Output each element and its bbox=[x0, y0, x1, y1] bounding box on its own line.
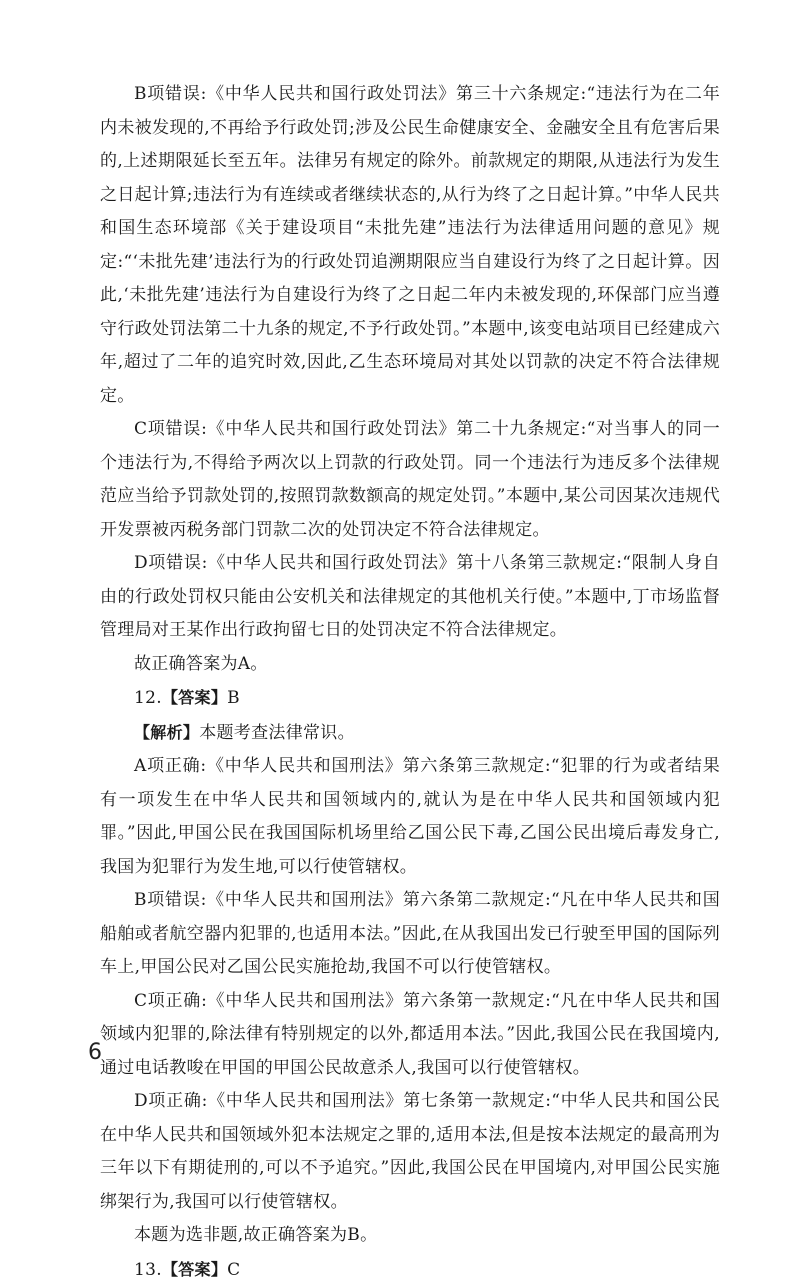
analysis-label: 【解析】 bbox=[134, 723, 199, 742]
question-number: 12. bbox=[134, 688, 162, 708]
answer-label: 【答案】 bbox=[162, 688, 227, 707]
analysis-text: 本题考查法律常识。 bbox=[199, 723, 355, 743]
paragraph-c-option: C项正确:《中华人民共和国刑法》第六条第一款规定:“凡在中华人民共和国领域内犯罪的,除法律有特别规定的以外,都适用本法。”因此,我国公民在我国境内,通过电话教唆在甲国的甲国公民故意杀人,我国可以行使管辖权。 bbox=[100, 985, 720, 1086]
answer-conclusion-12: 本题为选非题,故正确答案为B。 bbox=[100, 1219, 720, 1253]
paragraph-b-option: B项错误:《中华人民共和国刑法》第六条第二款规定:“凡在中华人民共和国船舶或者航空器内犯罪的,也适用本法。”因此,在从我国出发已行驶至甲国的国际列车上,甲国公民对乙国公民实施抢劫,我国不可以行使管辖权。 bbox=[100, 884, 720, 985]
page-number: 6 bbox=[88, 1040, 102, 1065]
paragraph-d-option: D项正确:《中华人民共和国刑法》第七条第一款规定:“中华人民共和国公民在中华人民共和国领域外犯本法规定之罪的,适用本法,但是按本法规定的最高刑为三年以下有期徒刑的,可以不予追究。”因此,我国公民在甲国境内,对甲国公民实施绑架行为,我国可以行使管辖权。 bbox=[100, 1085, 720, 1219]
paragraph-a-option: A项正确:《中华人民共和国刑法》第六条第三款规定:“犯罪的行为或者结果有一项发生在中华人民共和国领域内的,就认为是在中华人民共和国领域内犯罪。”因此,甲国公民在我国国际机场里给乙国公民下毒,乙国公民出境后毒发身亡,我国为犯罪行为发生地,可以行使管辖权。 bbox=[100, 750, 720, 884]
paragraph-b-explanation: B项错误:《中华人民共和国行政处罚法》第三十六条规定:“违法行为在二年内未被发现的,不再给予行政处罚;涉及公民生命健康安全、金融安全且有危害后果的,上述期限延长至五年。法律另有规定的除外。前款规定的期限,从违法行为发生之日起计算;违法行为有连续或者继续状态的,从行为终了之日起计算。”中华人民共和国生态环境部《关于建设项目“未批先建”违法行为法律适用问题的意见》规定:“‘未批先建’违法行为的行政处罚追溯期限应当自建设行为终了之日起计算。因此,‘未批先建’违法行为自建设行为终了之日起二年内未被发现的,环保部门应当遵守行政处罚法第二十九条的规定,不予行政处罚。”本题中,该变电站项目已经建成六年,超过了二年的追究时效,因此,乙生态环境局对其处以罚款的决定不符合法律规定。 bbox=[100, 78, 720, 413]
answer-value: B bbox=[227, 688, 240, 708]
paragraph-d-explanation: D项错误:《中华人民共和国行政处罚法》第十八条第三款规定:“限制人身自由的行政处罚权只能由公安机关和法律规定的其他机关行使。”本题中,丁市场监督管理局对王某作出行政拘留七日的处罚决定不符合法律规定。 bbox=[100, 547, 720, 648]
answer-value: C bbox=[227, 1260, 240, 1280]
document-body bbox=[100, 78, 720, 1287]
answer-conclusion-11: 故正确答案为A。 bbox=[100, 648, 720, 682]
answer-label: 【答案】 bbox=[162, 1260, 227, 1279]
analysis-line-12 bbox=[100, 716, 720, 751]
answer-line-13 bbox=[100, 1253, 720, 1287]
paragraph-c-explanation: C项错误:《中华人民共和国行政处罚法》第二十九条规定:“对当事人的同一个违法行为,不得给予两次以上罚款的行政处罚。同一个违法行为违反多个法律规范应当给予罚款处罚的,按照罚款数额高的规定处罚。”本题中,某公司因某次违规代开发票被丙税务部门罚款二次的处罚决定不符合法律规定。 bbox=[100, 413, 720, 547]
question-number: 13. bbox=[134, 1260, 162, 1280]
answer-line-12 bbox=[100, 681, 720, 716]
